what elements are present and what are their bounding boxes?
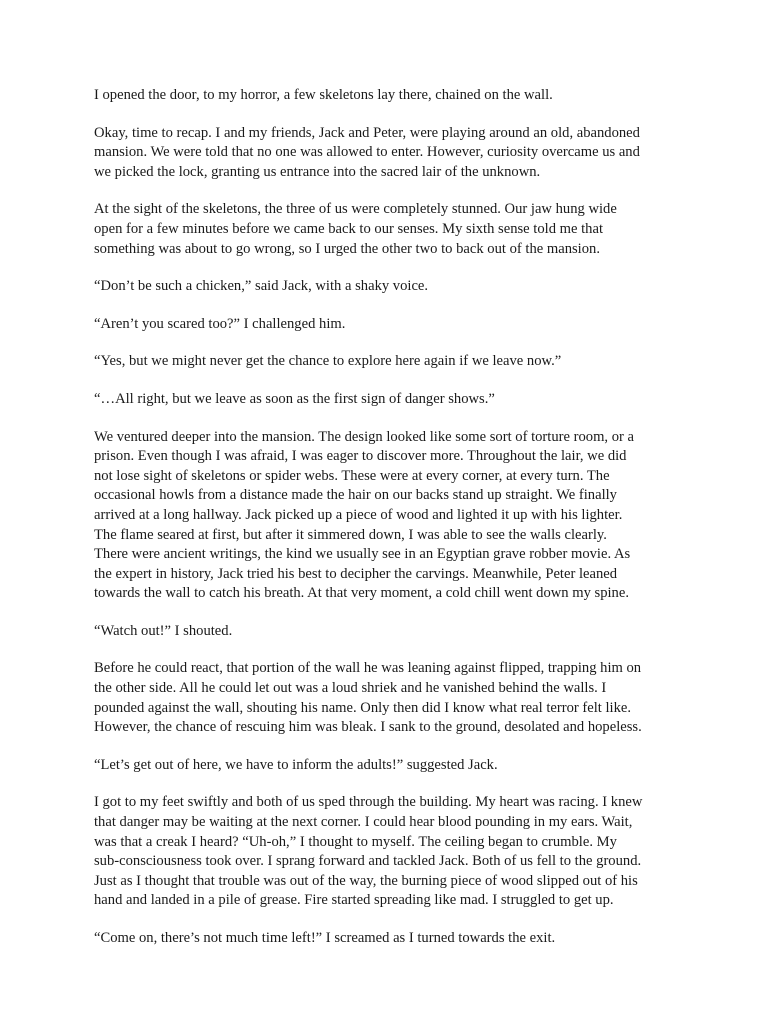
text-line: “Watch out!” I shouted. (94, 622, 233, 639)
text-line: something was about to go wrong, so I urged the other two to back out of the mansion. (94, 240, 600, 257)
text-line: hand and landed in a pile of grease. Fire started spreading like mad. I struggled to get up. (94, 892, 614, 909)
text-line: The flame seared at first, but after it simmered down, I was able to see the walls clearly. (94, 526, 607, 543)
paragraph (94, 428, 684, 604)
text-line: the other side. All he could let out was a loud shriek and he vanished behind the walls. I (94, 680, 607, 697)
text-line: We ventured deeper into the mansion. The design looked like some sort of torture room, or a (94, 428, 635, 445)
text-line: However, the chance of rescuing him was bleak. I sank to the ground, desolated and hopeless. (94, 719, 642, 736)
paragraph (94, 793, 684, 911)
paragraph (94, 390, 684, 410)
text-line: “Come on, there’s not much time left!” I screamed as I turned towards the exit. (94, 930, 556, 946)
text-line: was that a creak I heard? “Uh-oh,” I thought to myself. The ceiling began to crumble. My (94, 833, 617, 850)
text-line: “…All right, but we leave as soon as the first sign of danger shows.” (94, 390, 495, 407)
paragraph (94, 86, 684, 106)
text-line: open for a few minutes before we came back to our senses. My sixth sense told me that (94, 220, 604, 237)
text-line: “Don’t be such a chicken,” said Jack, with a shaky voice. (94, 278, 429, 295)
text-line: the expert in history, Jack tried his best to decipher the carvings. Meanwhile, Peter leaned (94, 565, 618, 582)
text-line: that danger may be waiting at the next corner. I could hear blood pounding in my ears. Wait, (94, 814, 633, 831)
text-line: Just as I thought that trouble was out of the way, the burning piece of wood slipped out of his (94, 872, 638, 889)
text-line: occasional howls from a distance made the hair on our backs stand up straight. We finally (94, 487, 617, 504)
text-line: prison. Even though I was afraid, I was eager to discover more. Throughout the lair, we did (94, 448, 627, 465)
paragraph (94, 756, 684, 776)
paragraph (94, 929, 684, 949)
text-line: There were ancient writings, the kind we usually see in an Egyptian grave robber movie. As (94, 546, 631, 563)
text-line: “Aren’t you scared too?” I challenged him. (94, 315, 346, 332)
text-line: Okay, time to recap. I and my friends, Jack and Peter, were playing around an old, abandoned (94, 124, 640, 141)
text-line: “Let’s get out of here, we have to inform the adults!” suggested Jack. (94, 756, 498, 773)
text-line: sub-consciousness took over. I sprang forward and tackled Jack. Both of us fell to the ground. (94, 853, 642, 870)
text-line: not lose sight of skeletons or spider webs. These were at every corner, at every turn. The (94, 467, 610, 484)
text-line: we picked the lock, granting us entrance into the sacred lair of the unknown. (94, 163, 541, 180)
paragraph (94, 124, 684, 183)
text-line: I opened the door, to my horror, a few skeletons lay there, chained on the wall. (94, 87, 553, 103)
paragraph (94, 622, 684, 642)
document-page (94, 86, 684, 967)
paragraph (94, 352, 684, 372)
text-line: towards the wall to catch his breath. At that very moment, a cold chill went down my spine. (94, 585, 629, 602)
paragraph (94, 659, 684, 737)
text-line: arrived at a long hallway. Jack picked up a piece of wood and lighted it up with his lighter. (94, 506, 623, 523)
text-line: mansion. We were told that no one was allowed to enter. However, curiosity overcame us and (94, 144, 640, 161)
paragraph (94, 277, 684, 297)
text-line: At the sight of the skeletons, the three of us were completely stunned. Our jaw hung wide (94, 201, 617, 218)
text-line: “Yes, but we might never get the chance to explore here again if we leave now.” (94, 353, 562, 370)
text-line: Before he could react, that portion of the wall he was leaning against flipped, trapping him on (94, 660, 642, 677)
paragraph (94, 200, 684, 259)
text-line: pounded against the wall, shouting his name. Only then did I know what real terror felt like. (94, 699, 632, 716)
text-line: I got to my feet swiftly and both of us sped through the building. My heart was racing. I knew (94, 794, 643, 811)
paragraph (94, 315, 684, 335)
